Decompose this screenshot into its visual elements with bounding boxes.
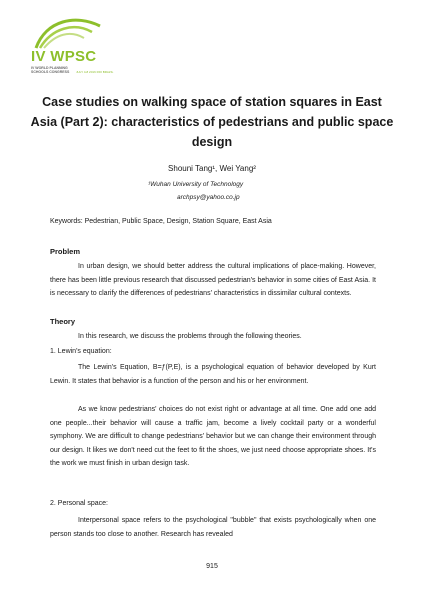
- author-email: archpsy@yahoo.co.jp: [177, 194, 240, 201]
- theory-intro: In this research, we discuss the problems through the following theories.: [78, 333, 302, 340]
- logo-title: IV WPSC: [31, 48, 97, 65]
- author-affiliation: ¹Wuhan University of Technology: [148, 181, 244, 188]
- keywords: Keywords: Pedestrian, Public Space, Design, Station Square, East Asia: [50, 218, 272, 225]
- personal-space-paragraph: Interpersonal space refers to the psychological "bubble" that exists psychologically when one person stands too close to another. Research has revealed: [50, 517, 376, 538]
- heading-problem: Problem: [50, 247, 81, 256]
- lewin-paragraph-1: The Lewin's Equation, B=ƒ(P,E), is a psychological equation of behavior developed by Kurt Lewin. It states that behavior is a function of the person and his or her environment.: [50, 364, 376, 385]
- item-lewins-equation: 1. Lewin's equation:: [50, 348, 112, 355]
- problem-paragraph: In urban design, we should better address the cultural implications of place-making. However, there has been little previous research that discussed pedestrian's behavior in some cities of East Asia. It is necessary to clarify the differences of pedestrians' characteristics in dissimilar cultural contexts.: [50, 263, 376, 297]
- item-personal-space: 2. Personal space:: [50, 500, 108, 507]
- lewin-paragraph-2: As we know pedestrians' choices do not exist right or advantage at all time. One add one add one people...their behavior will cause a traffic jam, become a lively cocktail party or a wonderful symphony. We are difficult to change pedestrians' behavior but we can change their environment through our design. It likes we don't need cut the feet to fit the shoes, we just need choose appropriate shoes. It's the work we must finish in urban design task.: [50, 406, 376, 467]
- page-number: 915: [206, 563, 218, 570]
- logo-dates: JULY 4-8 2016 RIO BRAZIL: [76, 70, 114, 74]
- globe-arcs-icon: [30, 14, 110, 50]
- paper-title: Case studies on walking space of station squares in East Asia (Part 2): characteristics of pedestrians and public space design: [30, 95, 394, 149]
- heading-theory: Theory: [50, 317, 76, 326]
- conference-logo: [30, 14, 170, 84]
- paper-authors: Shouni Tang¹, Wei Yang²: [168, 164, 256, 173]
- logo-subtitle: IV WORLD PLANNING SCHOOLS CONGRESS: [31, 66, 70, 75]
